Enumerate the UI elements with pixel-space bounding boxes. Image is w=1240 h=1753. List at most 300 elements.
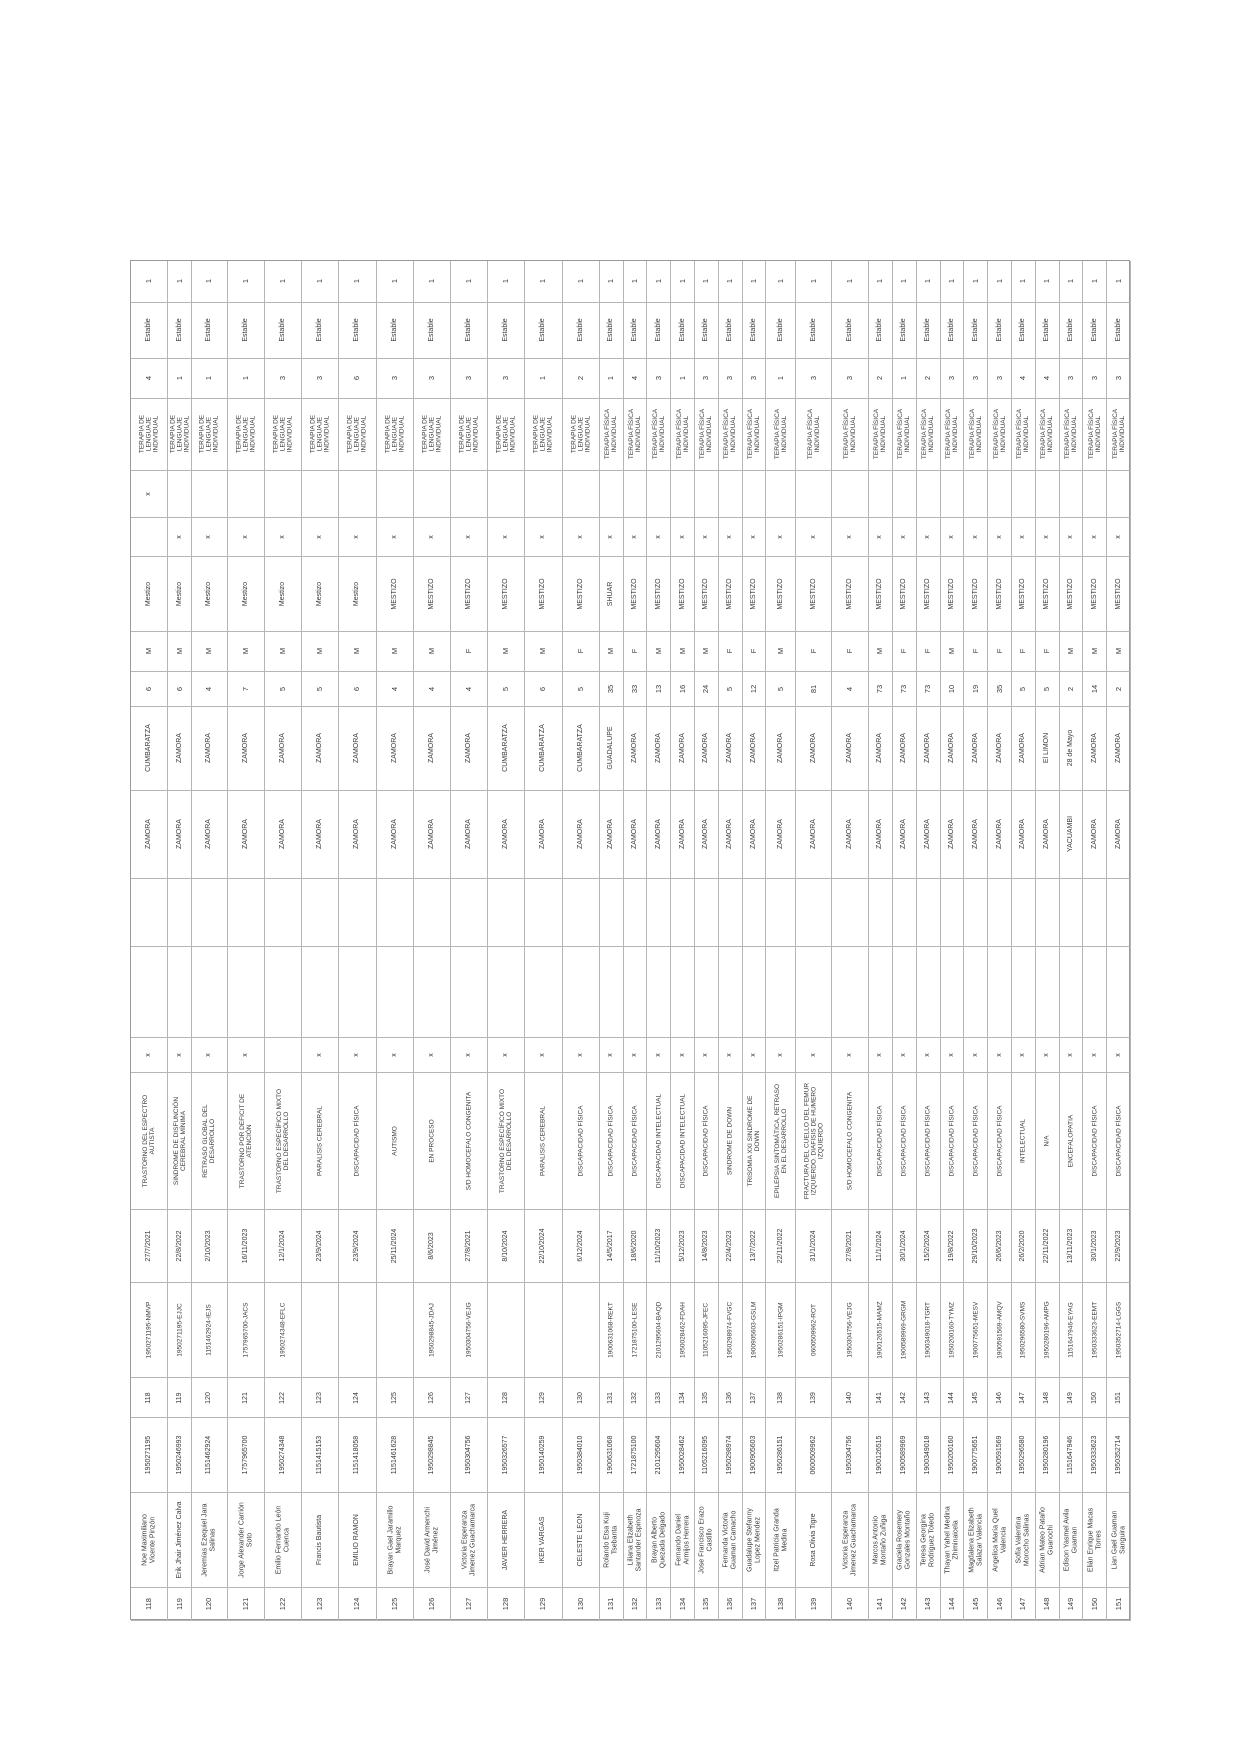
cell-text: Estable <box>631 318 639 343</box>
table-cell-canton <box>671 791 695 880</box>
table-cell-parroquia <box>377 707 414 791</box>
table-cell-code <box>796 1283 832 1379</box>
table-cell-sexo <box>451 632 488 672</box>
cell-text: ZAMORA <box>1019 819 1027 850</box>
table-cell-parroquia <box>719 707 743 791</box>
cell-text: ZAMORA <box>678 733 686 764</box>
cell-text: M <box>606 648 616 655</box>
table-cell-id <box>488 1378 525 1418</box>
table-cell-num <box>451 1588 488 1621</box>
table-cell-sexo <box>624 632 648 672</box>
cell-text: TERAPIA DE LENGUAJE INDIVIDUAL <box>532 415 555 454</box>
cell-text: ENCEFALOPATIA <box>1067 1114 1075 1168</box>
cell-text: 1900591569 <box>995 1435 1003 1475</box>
table-cell-check2 <box>168 518 192 558</box>
table-cell-edad <box>869 672 893 707</box>
table-cell-fecha <box>451 1210 488 1282</box>
cell-text: 1950200160 <box>948 1435 956 1475</box>
cell-text: Mestizo <box>353 582 361 607</box>
table-cell-parroquia <box>168 707 192 791</box>
table-cell-cantidad <box>988 261 1012 303</box>
table-cell-blank2 <box>131 879 168 947</box>
table-cell-estado <box>796 303 832 359</box>
table-cell-blank1 <box>525 947 562 1038</box>
cell-text: x <box>1019 1053 1027 1057</box>
table-cell-blank2 <box>339 879 376 947</box>
table-cell-num <box>1060 1588 1084 1621</box>
table-cell-check2 <box>719 518 743 558</box>
table-cell-sesiones <box>192 359 228 399</box>
table-cell-fecha <box>265 1210 302 1282</box>
table-cell-etnia <box>1107 557 1131 632</box>
cell-text: 120 <box>204 1597 214 1611</box>
table-cell-edad <box>695 672 719 707</box>
table-cell-id <box>647 1378 671 1418</box>
cell-text: x <box>876 1053 884 1057</box>
cell-text: x <box>316 1053 324 1057</box>
cell-text: 148 <box>1043 1391 1051 1404</box>
table-cell-cedula <box>414 1418 451 1493</box>
table-cell-name <box>647 1493 671 1589</box>
table-cell-canton <box>695 791 719 880</box>
table-cell-parroquia <box>964 707 988 791</box>
table-cell-parroquia <box>743 707 767 791</box>
cell-text: 16/11/2023 <box>241 1228 249 1264</box>
cell-text: DISCAPACIDAD FÍSICA <box>577 1105 585 1177</box>
table-cell-sexo <box>671 632 695 672</box>
cell-text: 30/1/2023 <box>1090 1230 1098 1262</box>
cell-text: ZAMORA <box>465 733 473 764</box>
table-cell-cantidad <box>766 261 796 303</box>
cell-text: 18/6/2020 <box>631 1230 639 1262</box>
table-cell-edad <box>766 672 796 707</box>
table-cell-id <box>131 1378 168 1418</box>
cell-text: 73 <box>899 684 909 693</box>
cell-text: x <box>702 1053 710 1057</box>
cell-text: x <box>631 1053 639 1057</box>
table-cell-code <box>1012 1283 1036 1379</box>
cell-text: Jose Francisco Erazo Castillo <box>698 1506 714 1574</box>
cell-text: M <box>946 648 956 655</box>
table-cell-blank1 <box>192 947 228 1038</box>
table-cell-edad <box>1083 672 1107 707</box>
cell-text: 149 <box>1065 1597 1075 1611</box>
cell-text: ZAMORA <box>809 819 817 850</box>
table-cell-blank1 <box>600 947 624 1038</box>
cell-text: DISCAPACIDAD FÍSICA <box>924 1105 932 1177</box>
cell-text: 3 <box>426 376 436 381</box>
table-cell-parroquia <box>525 707 562 791</box>
table-cell-sesiones <box>695 359 719 399</box>
cell-text: 1950298974-FVGC <box>726 1301 734 1359</box>
table-cell-name <box>796 1493 832 1589</box>
cell-text: MESTIZO <box>1067 578 1075 610</box>
table-cell-parroquia <box>766 707 796 791</box>
cell-text: 143 <box>922 1597 932 1611</box>
table-cell-blank1 <box>563 947 600 1038</box>
cell-text: 1900589969 <box>900 1435 908 1475</box>
table-cell-name <box>339 1493 376 1589</box>
table-cell-check2 <box>339 518 376 558</box>
cell-text: ZAMORA <box>465 819 473 850</box>
cell-text: 146 <box>994 1597 1004 1611</box>
table-cell-fecha <box>832 1210 869 1282</box>
cell-text: TERAPIA DE LENGUAJE INDIVIDUAL <box>272 415 294 454</box>
table-cell-parroquia <box>451 707 488 791</box>
cell-text: 122 <box>279 1391 287 1404</box>
cell-text: 1 <box>970 279 980 284</box>
cell-text: F <box>808 648 818 654</box>
table-cell-parroquia <box>339 707 376 791</box>
table-cell-blank2 <box>265 879 302 947</box>
table-cell-cedula <box>832 1418 869 1493</box>
cell-text: 2 <box>1065 686 1075 691</box>
table-cell-estado <box>377 303 414 359</box>
table-cell-edad <box>600 672 624 707</box>
cell-text: TERAPIA FÍSICA INDIVIDUAL <box>873 409 888 460</box>
table-cell-check2 <box>1012 518 1036 558</box>
table-cell-blank2 <box>796 879 832 947</box>
table-cell-canton <box>893 791 917 880</box>
table-cell-fecha <box>1036 1210 1060 1282</box>
table-cell-check1 <box>766 1038 796 1073</box>
table-cell-blank2 <box>964 879 988 947</box>
table-cell-parroquia <box>131 707 168 791</box>
table-cell-cantidad <box>1083 261 1107 303</box>
table-cell-cedula <box>1012 1418 1036 1493</box>
cell-text: x <box>750 535 758 539</box>
cell-text: 3 <box>748 376 758 381</box>
cell-text: 1950304756 <box>846 1435 854 1475</box>
table-cell-sesiones <box>525 359 562 399</box>
cell-text: ZAMORA <box>316 819 324 850</box>
table-cell-etnia <box>265 557 302 632</box>
cell-text: 142 <box>900 1391 908 1404</box>
table-cell-num <box>1107 1588 1131 1621</box>
cell-text: 1900775651 <box>971 1435 979 1475</box>
cell-text: 1950286151-IPGM <box>777 1302 785 1358</box>
table-cell-id <box>228 1378 265 1418</box>
table-cell-servicio <box>414 399 451 471</box>
table-cell-edad <box>302 672 339 707</box>
cell-text: TERAPIA DE LENGUAJE INDIVIDUAL <box>569 415 592 454</box>
table-cell-servicio <box>1107 399 1131 471</box>
table-cell-id <box>168 1378 192 1418</box>
cell-text: x <box>175 1053 183 1057</box>
cell-text: 2101295604 <box>654 1435 662 1475</box>
table-cell-cantidad <box>893 261 917 303</box>
cell-text: 1 <box>501 279 511 284</box>
table-cell-sesiones <box>600 359 624 399</box>
table-cell-servicio <box>988 399 1012 471</box>
cell-text: 121 <box>240 1597 250 1611</box>
cell-text: 3 <box>701 376 711 381</box>
table-cell-etnia <box>600 557 624 632</box>
table-cell-blank2 <box>168 879 192 947</box>
table-cell-diagnostico <box>941 1073 965 1211</box>
cell-text: ZAMORA <box>995 733 1003 764</box>
data-table <box>131 261 1129 1619</box>
table-cell-check2 <box>796 518 832 558</box>
table-cell-code <box>192 1283 228 1379</box>
table-cell-name <box>1060 1493 1084 1589</box>
table-cell-diagnostico <box>228 1073 265 1211</box>
table-cell-name <box>451 1493 488 1589</box>
cell-text: Estable <box>971 318 979 343</box>
cell-text: TERAPIA DE LENGUAJE INDIVIDUAL <box>383 415 406 454</box>
cell-text: x <box>502 1053 510 1057</box>
table-cell-estado <box>1012 303 1036 359</box>
table-cell-servicio <box>302 399 339 471</box>
table-cell-blank1 <box>451 947 488 1038</box>
cell-text: 35 <box>606 684 616 693</box>
table-cell-cedula <box>1060 1418 1084 1493</box>
table-cell-blank1 <box>1036 947 1060 1038</box>
table-cell-sesiones <box>339 359 376 399</box>
cell-text: 1900905603-GSLM <box>750 1301 758 1359</box>
cell-text: TERAPIA FÍSICA INDIVIDUAL <box>699 409 714 460</box>
cell-text: ZAMORA <box>948 733 956 764</box>
cell-text: x <box>1090 535 1098 539</box>
cell-text: S/D HOMOCEFALO CONGENITA <box>846 1091 854 1191</box>
cell-text: 5 <box>775 686 785 691</box>
table-cell-name <box>832 1493 869 1589</box>
table-cell-parroquia <box>988 707 1012 791</box>
table-cell-diagnostico <box>1107 1073 1131 1211</box>
cell-text: CUMBARATZA <box>145 724 153 772</box>
table-cell-fecha <box>624 1210 648 1282</box>
table-cell-sexo <box>1060 632 1084 672</box>
cell-text: DISCAPACIDAD FÍSICA <box>948 1105 956 1177</box>
table-cell-edad <box>893 672 917 707</box>
cell-text: TERAPIA FÍSICA INDIVIDUAL <box>897 409 912 460</box>
cell-text: 151 <box>1114 1391 1122 1404</box>
table-cell-diagnostico <box>488 1073 525 1211</box>
cell-text: Magdalena Elizabeth Salazar Valencia <box>968 1507 983 1573</box>
cell-text: ZAMORA <box>279 819 287 850</box>
table-cell-check1 <box>743 1038 767 1073</box>
cell-text: Guadalupe Stefanny Lopez Mendez <box>746 1508 761 1572</box>
table-cell-name <box>743 1493 767 1589</box>
cell-text: MESTIZO <box>702 578 710 610</box>
table-cell-servicio <box>766 399 796 471</box>
cell-text: MESTIZO <box>750 578 758 610</box>
cell-text: 14/5/2017 <box>607 1230 615 1262</box>
table-cell-sesiones <box>1107 359 1131 399</box>
cell-text: x <box>750 1053 758 1057</box>
table-cell-sesiones <box>624 359 648 399</box>
cell-text: ZAMORA <box>948 819 956 850</box>
table-cell-canton <box>988 791 1012 880</box>
table-cell-sexo <box>265 632 302 672</box>
table-cell-estado <box>488 303 525 359</box>
table-cell-num <box>339 1588 376 1621</box>
table-cell-code <box>964 1283 988 1379</box>
cell-text: x <box>576 535 584 539</box>
table-cell-sexo <box>339 632 376 672</box>
table-cell-num <box>488 1588 525 1621</box>
table-cell-fecha <box>1060 1210 1084 1282</box>
cell-text: ZAMORA <box>726 733 734 764</box>
table-cell-edad <box>917 672 941 707</box>
table-cell-code <box>832 1283 869 1379</box>
cell-text: 4 <box>426 686 436 691</box>
cell-text: 3 <box>277 376 287 381</box>
cell-text: TERAPIA DE LENGUAJE INDIVIDUAL <box>421 415 443 454</box>
table-cell-cantidad <box>525 261 562 303</box>
table-cell-id <box>1060 1378 1084 1418</box>
cell-text: 118 <box>143 1598 153 1611</box>
table-cell-num <box>941 1588 965 1621</box>
table-cell-check3 <box>766 471 796 518</box>
table-cell-id <box>1036 1378 1060 1418</box>
cell-text: 1950271195-EJJC <box>176 1303 184 1357</box>
table-cell-diagnostico <box>377 1073 414 1211</box>
table-cell-edad <box>525 672 562 707</box>
cell-text: 1900631068 <box>607 1435 615 1475</box>
cell-text: 1151461628 <box>390 1435 398 1475</box>
table-cell-etnia <box>917 557 941 632</box>
cell-text: 10 <box>946 684 956 693</box>
table-cell-etnia <box>488 557 525 632</box>
cell-text: 3 <box>970 376 980 381</box>
cell-text: 143 <box>924 1391 932 1404</box>
cell-text: 1151647946-EYAG <box>1067 1302 1075 1358</box>
cell-text: M <box>875 648 885 655</box>
table-cell-blank1 <box>743 947 767 1038</box>
table-cell-blank1 <box>339 947 376 1038</box>
table-cell-canton <box>1036 791 1060 880</box>
cell-text: TRASTORNO POR DEFICIT DE ATENCIÓN <box>238 1093 253 1189</box>
cell-text: Estable <box>465 318 473 343</box>
cell-text: MESTIZO <box>576 578 584 610</box>
cell-text: INTELECTUAL <box>1019 1119 1027 1164</box>
cell-text: ZAMORA <box>1090 733 1098 764</box>
cell-text: N/A <box>1043 1135 1051 1147</box>
table-cell-check2 <box>1107 518 1131 558</box>
cell-text: 147 <box>1018 1597 1028 1611</box>
cell-text: 1950296580 <box>1019 1435 1027 1475</box>
table-cell-fecha <box>796 1210 832 1282</box>
table-cell-canton <box>624 791 648 880</box>
cell-text: 3 <box>1065 376 1075 381</box>
table-cell-edad <box>1107 672 1131 707</box>
table-cell-id <box>766 1378 796 1418</box>
table-cell-check3 <box>695 471 719 518</box>
cell-text: x <box>465 1053 473 1057</box>
table-cell-cedula <box>302 1418 339 1493</box>
cell-text: x <box>654 535 662 539</box>
cell-text: 4 <box>1042 376 1052 381</box>
table-cell-sesiones <box>869 359 893 399</box>
table-cell-sexo <box>1036 632 1060 672</box>
table-cell-code <box>766 1283 796 1379</box>
cell-text: 1757965700 <box>241 1435 249 1475</box>
table-cell-canton <box>796 791 832 880</box>
table-cell-diagnostico <box>339 1073 376 1211</box>
cell-text: 1 <box>725 279 735 284</box>
table-cell-servicio <box>131 399 168 471</box>
table-cell-cedula <box>228 1418 265 1493</box>
cell-text: x <box>876 535 884 539</box>
table-cell-fecha <box>869 1210 893 1282</box>
table-cell-etnia <box>525 557 562 632</box>
cell-text: 4 <box>463 686 473 691</box>
cell-text: Estable <box>776 318 784 343</box>
table-cell-diagnostico <box>265 1073 302 1211</box>
table-cell-check1 <box>893 1038 917 1073</box>
table-cell-sesiones <box>893 359 917 399</box>
table-cell-num <box>377 1588 414 1621</box>
table-cell-check1 <box>563 1038 600 1073</box>
cell-text: MESTIZO <box>948 578 956 610</box>
cell-text: TERAPIA DE LENGUAJE INDIVIDUAL <box>168 415 191 454</box>
table-cell-check1 <box>624 1038 648 1073</box>
table-cell-check1 <box>941 1038 965 1073</box>
cell-text: 22/8/2022 <box>175 1230 183 1262</box>
cell-text: Angelica María Quel Valencia <box>991 1508 1007 1572</box>
table-cell-canton <box>339 791 376 880</box>
table-cell-blank2 <box>488 879 525 947</box>
cell-text: 141 <box>876 1391 884 1404</box>
table-cell-num <box>893 1588 917 1621</box>
table-cell-sexo <box>796 632 832 672</box>
table-cell-num <box>600 1588 624 1621</box>
cell-text: Fernanda Victoria Guaman Camacho <box>722 1510 738 1570</box>
cell-text: 30/1/2024 <box>900 1230 908 1262</box>
table-cell-diagnostico <box>719 1073 743 1211</box>
cell-text: F <box>748 648 758 654</box>
table-cell-check2 <box>893 518 917 558</box>
table-cell-edad <box>719 672 743 707</box>
cell-text: 6 <box>352 686 362 691</box>
cell-text: x <box>205 535 213 539</box>
cell-text: ZAMORA <box>776 819 784 850</box>
table-cell-etnia <box>168 557 192 632</box>
cell-text: x <box>924 1053 932 1057</box>
cell-text: Mestizo <box>316 582 324 607</box>
cell-text: F <box>994 648 1004 654</box>
table-cell-check1 <box>917 1038 941 1073</box>
table-cell-code <box>869 1283 893 1379</box>
table-cell-cedula <box>451 1418 488 1493</box>
table-cell-blank2 <box>451 879 488 947</box>
table-cell-servicio <box>695 399 719 471</box>
cell-text: M <box>204 648 214 655</box>
table-cell-check1 <box>414 1038 451 1073</box>
table-cell-servicio <box>525 399 562 471</box>
table-cell-check2 <box>671 518 695 558</box>
cell-text: MESTIZO <box>678 578 686 610</box>
cell-text: TRASTORNO DEL ESPECTRO AUTISTA <box>141 1094 157 1188</box>
cell-text: 26/6/2023 <box>995 1230 1003 1262</box>
table-cell-sesiones <box>941 359 965 399</box>
table-cell-sexo <box>1083 632 1107 672</box>
cell-text: 27/7/2021 <box>145 1230 153 1262</box>
table-cell-canton <box>563 791 600 880</box>
cell-text: PARALISIS CEREBRAL <box>539 1106 547 1177</box>
cell-text: x <box>241 535 249 539</box>
table-cell-cedula <box>869 1418 893 1493</box>
cell-text: x <box>607 1053 615 1057</box>
cell-text: x <box>726 535 734 539</box>
cell-text: Victoria Esperanza Jimenez Guachamarca <box>842 1504 857 1576</box>
cell-text: Estable <box>576 318 584 343</box>
table-cell-cantidad <box>451 261 488 303</box>
table-cell-code <box>377 1283 414 1379</box>
cell-text: 1 <box>1089 279 1099 284</box>
table-cell-etnia <box>339 557 376 632</box>
